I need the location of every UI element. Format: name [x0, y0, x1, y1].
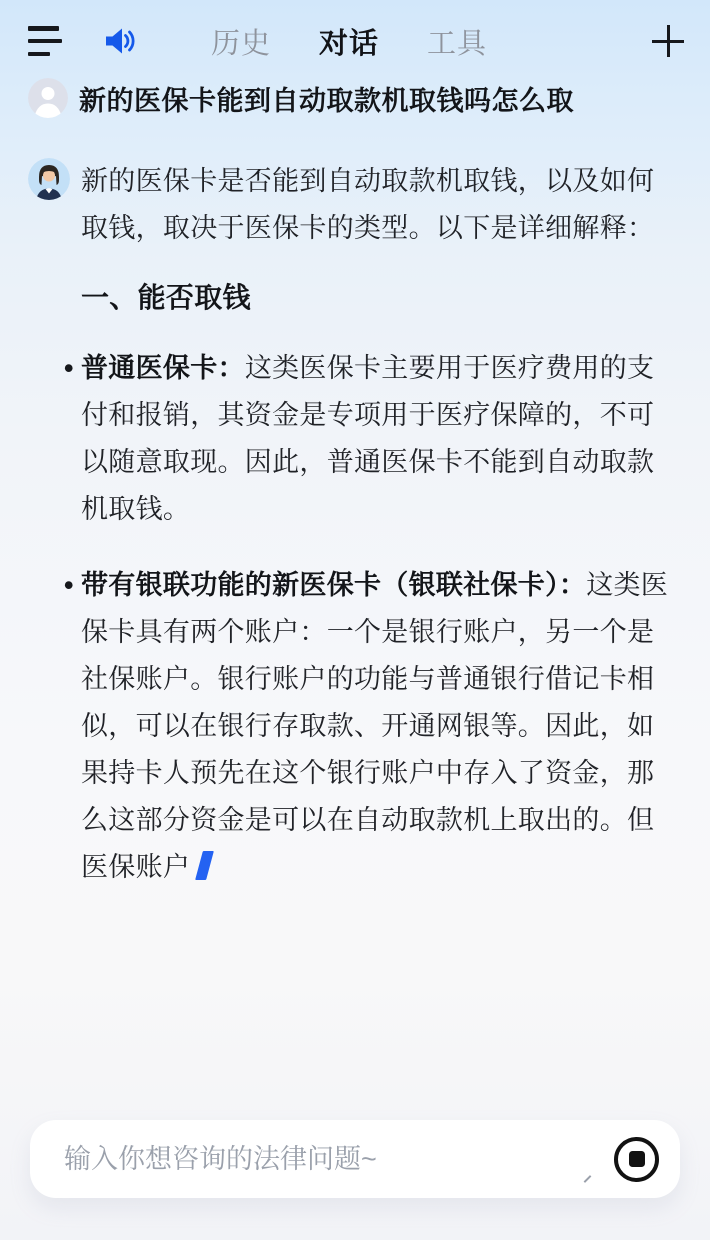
assistant-message	[64, 158, 669, 891]
tab-dialogue[interactable]: 对话	[319, 27, 380, 60]
top-bar	[0, 0, 710, 66]
stop-generating-button[interactable]	[614, 1137, 659, 1182]
assistant-intro: 新的医保卡是否能到自动取款机取钱，以及如何取钱，取决于医保卡的类型。以下是详细解释：	[81, 166, 655, 243]
user-message: 新的医保卡能到自动取款机取钱吗怎么取	[79, 85, 574, 116]
bullet-title: 普通医保卡：	[81, 353, 245, 383]
speaker-icon[interactable]	[103, 24, 137, 58]
menu-icon[interactable]	[28, 26, 62, 56]
tab-bar	[211, 21, 487, 62]
tab-history[interactable]: 历史	[211, 27, 272, 60]
bullet-body: 这类医保卡主要用于医疗费用的支付和报销，其资金是专项用于医疗保障的，不可以随意取现。因此，普通医保卡不能到自动取款机取钱。	[81, 353, 655, 524]
assistant-message-row	[28, 158, 682, 891]
bullet-list	[64, 345, 669, 891]
question-input[interactable]	[30, 1120, 614, 1198]
tab-tools[interactable]: 工具	[427, 27, 488, 60]
bullet-title: 带有银联功能的新医保卡（银联社保卡）：	[81, 570, 587, 600]
bullet-item	[64, 345, 669, 533]
user-message-row	[28, 78, 682, 118]
assistant-avatar	[28, 158, 70, 200]
section-heading: 一、能否取钱	[81, 282, 251, 313]
bullet-item	[64, 562, 669, 891]
user-avatar	[28, 78, 68, 118]
bullet-body: 这类医保卡具有两个账户：一个是银行账户，另一个是社保账户。银行账户的功能与普通银行借记卡相似，可以在银行存取款、开通网银等。因此，如果持卡人预先在这个银行账户中存入了资金，那么这部分资金是可以在自动取款机上取出的。但医保账户	[81, 570, 669, 882]
plus-icon[interactable]	[652, 25, 684, 57]
typing-cursor-icon	[195, 851, 214, 880]
bullet-dot: •	[64, 570, 74, 600]
input-bar	[30, 1120, 680, 1198]
stop-icon	[629, 1151, 645, 1167]
bullet-dot: •	[64, 353, 74, 383]
chat-area	[0, 78, 710, 891]
